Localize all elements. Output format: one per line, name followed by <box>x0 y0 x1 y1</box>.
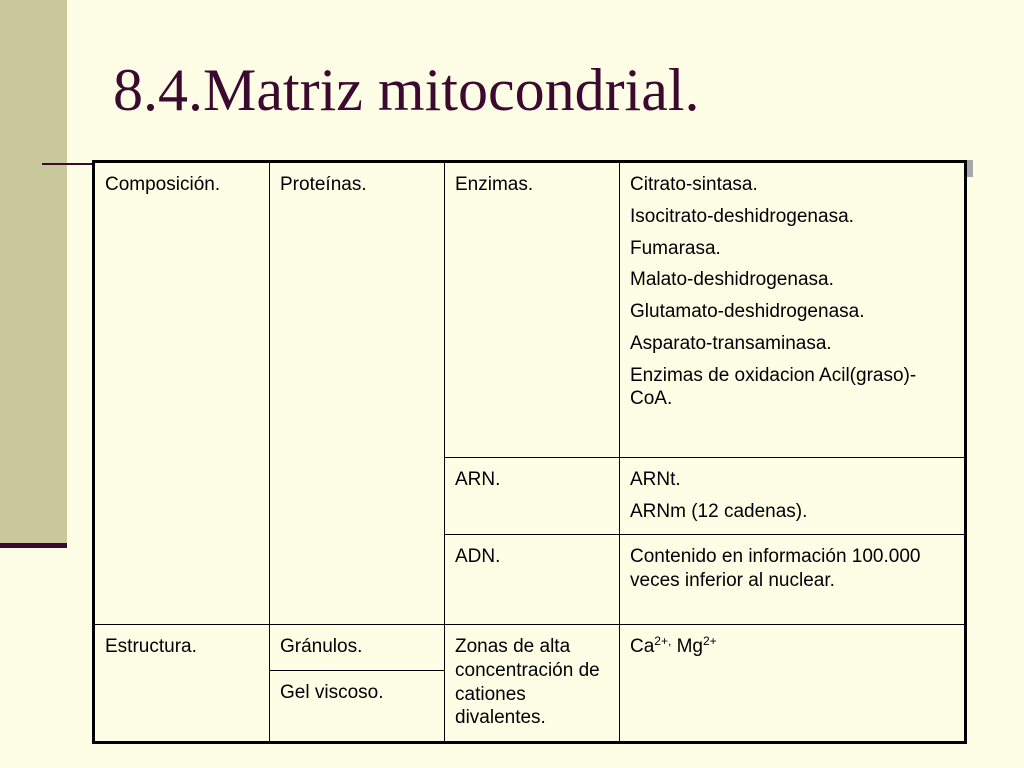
gel-cell: Gel viscoso. <box>270 671 445 743</box>
table-row <box>94 162 966 458</box>
magnesium-charge: 2+ <box>703 634 717 648</box>
cations-cell <box>620 625 966 743</box>
list-item: Glutamato-deshidrogenasa. <box>630 301 865 322</box>
structure-cell: Estructura. <box>94 625 270 743</box>
list-item: Isocitrato-deshidrogenasa. <box>630 205 854 227</box>
decorative-sidebar <box>0 0 67 543</box>
slide-title: 8.4.Matriz mitocondrial. <box>113 57 700 123</box>
enzymes-cell: Enzimas. <box>445 162 620 458</box>
composition-table <box>92 160 967 744</box>
list-item: Asparato-transaminasa. <box>630 332 832 354</box>
list-item: Fumarasa. <box>630 237 721 259</box>
magnesium-symbol: Mg <box>671 636 703 657</box>
list-item: ARNm (12 cadenas). <box>630 500 808 522</box>
list-item: Citrato-sintasa. <box>630 174 758 195</box>
rna-cell: ARN. <box>445 458 620 535</box>
rna-list-cell <box>620 458 966 535</box>
dna-cell: ADN. <box>445 535 620 625</box>
composition-cell: Composición. <box>94 162 270 625</box>
zones-cell: Zonas de alta concentración de cationes divalentes. <box>445 625 620 743</box>
list-item: Enzimas de oxidacion Acil(graso)-CoA. <box>630 364 917 410</box>
proteins-cell: Proteínas. <box>270 162 445 625</box>
calcium-symbol: Ca <box>630 636 655 657</box>
decorative-sidebar-rule <box>0 543 67 548</box>
calcium-charge: 2+, <box>654 634 672 648</box>
granules-cell: Gránulos. <box>270 625 445 671</box>
list-item: Malato-deshidrogenasa. <box>630 269 834 291</box>
table-row <box>94 625 966 671</box>
enzymes-list-cell <box>620 162 966 458</box>
list-item: ARNt. <box>630 469 681 490</box>
dna-description-cell: Contenido en información 100.000 veces inferior al nuclear. <box>620 535 966 625</box>
